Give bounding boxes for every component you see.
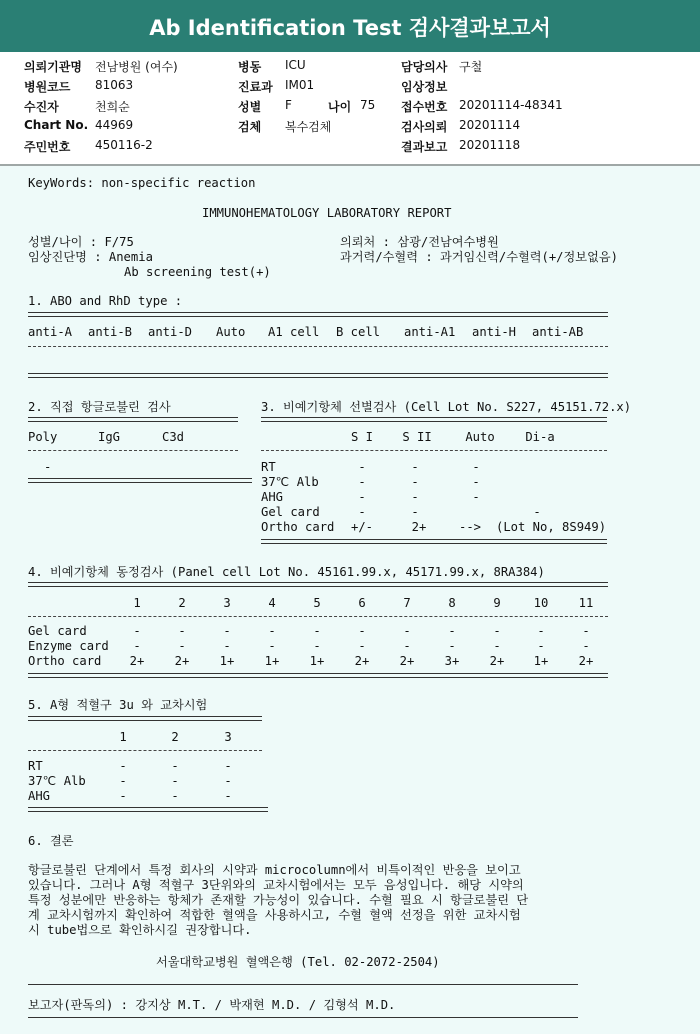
specimen-value: 복수검체 xyxy=(285,120,332,134)
receipt-value: 20201114-48341 xyxy=(459,98,563,112)
panel-value: - xyxy=(223,639,231,653)
panel-value: - xyxy=(313,639,321,653)
section2-dash xyxy=(28,450,238,451)
panel-value: - xyxy=(403,639,411,653)
section2-title: 2. 직접 항글로불린 검사 xyxy=(28,400,171,414)
panel-ortho-label: Ortho card xyxy=(28,654,102,668)
crossmatch-value: - xyxy=(119,789,127,803)
screen-alb-auto: - xyxy=(472,475,480,489)
collector-value: 천희순 xyxy=(95,100,130,114)
crossmatch-value: - xyxy=(171,774,179,788)
reporter-line: 보고자(판독의) : 강지상 M.T. / 박재현 M.D. / 김형석 M.D. xyxy=(28,998,396,1012)
section1-title: 1. ABO and RhD type : xyxy=(28,294,183,308)
section5-rule xyxy=(28,716,262,721)
panel-cell-9: 9 xyxy=(493,596,501,610)
screen-alb-si: - xyxy=(358,475,366,489)
panel-value: - xyxy=(223,624,231,638)
panel-value: - xyxy=(403,624,411,638)
clinical-label: 임상정보 xyxy=(401,80,448,94)
panel-cell-7: 7 xyxy=(403,596,411,610)
abo-h-anti-a1: anti-A1 xyxy=(404,325,456,339)
panel-value: 1+ xyxy=(219,654,235,668)
screen-ortho-lot: (Lot No, 8S949) xyxy=(496,520,607,534)
panel-cell-4: 4 xyxy=(268,596,276,610)
section5-end-rule xyxy=(28,807,268,812)
panel-cell-5: 5 xyxy=(313,596,321,610)
dept-value: IM01 xyxy=(285,78,315,92)
referrer-line: 의뢰처 : 삼광/전남여수병원 xyxy=(340,235,499,249)
panel-cell-2: 2 xyxy=(178,596,186,610)
section4-rule xyxy=(28,582,608,587)
abo-h-anti-a: anti-A xyxy=(28,325,73,339)
sex-age-line: 성별/나이 : F/75 xyxy=(28,235,134,249)
screen-h-si: S I xyxy=(350,430,373,444)
conclusion-line-3: 특정 성분에만 반응하는 항체가 존재할 가능성이 있습니다. 수혈 필요 시 항글로불린 단 xyxy=(28,893,529,907)
age-value: 75 xyxy=(360,98,376,112)
keywords: KeyWords: non-specific reaction xyxy=(28,176,256,190)
code-value: 81063 xyxy=(95,78,134,92)
panel-value: - xyxy=(537,639,545,653)
section1-end-rule xyxy=(28,373,608,378)
abo-h-anti-h: anti-H xyxy=(472,325,517,339)
screen-rt-si: - xyxy=(358,460,366,474)
receipt-label: 접수번호 xyxy=(401,100,448,114)
age-label: 나이 xyxy=(328,100,352,114)
id-value: 450116-2 xyxy=(95,138,153,152)
conclusion-line-4: 계 교차시험까지 확인하여 적합한 혈액을 사용하시고, 수혈 혈액 선정을 위한 교차시험 xyxy=(28,908,521,922)
screen-ortho-sii: 2+ xyxy=(411,520,427,534)
screen-rt-auto: - xyxy=(472,460,480,474)
section3-title: 3. 비예기항체 선별검사 (Cell Lot No. S227, 45151.72.x) xyxy=(261,400,632,414)
dat-h-poly: Poly xyxy=(28,430,58,444)
history-line: 과거력/수혈력 : 과거임신력/수혈력(+/정보없음) xyxy=(340,250,618,264)
dat-h-igg: IgG xyxy=(98,430,121,444)
chart-value: 44969 xyxy=(95,118,134,132)
panel-value: 3+ xyxy=(444,654,460,668)
panel-value: - xyxy=(493,624,501,638)
dat-h-c3d: C3d xyxy=(162,430,185,444)
screen-ahg-si: - xyxy=(358,490,366,504)
section6-title: 6. 결론 xyxy=(28,834,74,848)
screen-ortho-auto: --> xyxy=(458,520,481,534)
panel-value: 1+ xyxy=(264,654,280,668)
crossmatch-value: - xyxy=(224,789,232,803)
request-value: 20201114 xyxy=(459,118,521,132)
panel-gel-label: Gel card xyxy=(28,624,87,638)
section5-dash xyxy=(28,750,262,751)
abo-h-anti-ab: anti-AB xyxy=(532,325,584,339)
conclusion-line-2: 있습니다. 그러나 A형 적혈구 3단위와의 교차시험에서는 모두 음성입니다. 해당 시약의 xyxy=(28,878,524,892)
report-date-label: 결과보고 xyxy=(401,140,448,154)
xm-cell-3: 3 xyxy=(224,730,232,744)
panel-value: 2+ xyxy=(489,654,505,668)
screen-alb-label: 37℃ Alb xyxy=(261,475,319,489)
ward-label: 병동 xyxy=(238,60,262,74)
sex-label: 성별 xyxy=(238,100,262,114)
panel-value: - xyxy=(133,624,141,638)
screen-gel-si: - xyxy=(358,505,366,519)
report-title: Ab Identification Test 검사결과보고서 xyxy=(0,0,700,52)
section5-title: 5. A형 적혈구 3u 와 교차시험 xyxy=(28,698,208,712)
crossmatch-value: - xyxy=(119,774,127,788)
screening-line: Ab screening test(+) xyxy=(124,265,271,279)
panel-value: - xyxy=(133,639,141,653)
panel-value: - xyxy=(268,624,276,638)
reporter-bottom-rule xyxy=(28,1017,578,1018)
section3-end-rule xyxy=(261,539,607,544)
screen-h-dia: Di-a xyxy=(525,430,555,444)
panel-value: 2+ xyxy=(174,654,190,668)
hospital-label: 의뢰기관명 xyxy=(24,60,82,74)
panel-cell-6: 6 xyxy=(358,596,366,610)
section4-dash xyxy=(28,616,608,617)
screen-rt-sii: - xyxy=(411,460,419,474)
panel-value: 1+ xyxy=(533,654,549,668)
panel-value: - xyxy=(582,624,590,638)
hospital-value: 전남병원 (여수) xyxy=(95,60,178,74)
panel-cell-3: 3 xyxy=(223,596,231,610)
sex-value: F xyxy=(285,98,292,112)
screen-alb-sii: - xyxy=(411,475,419,489)
xm-ahg-label: AHG xyxy=(28,789,51,803)
chart-label: Chart No. xyxy=(24,118,89,132)
reporter-top-rule xyxy=(28,984,578,985)
panel-value: 2+ xyxy=(129,654,145,668)
screen-ahg-label: AHG xyxy=(261,490,284,504)
crossmatch-value: - xyxy=(224,759,232,773)
panel-cell-8: 8 xyxy=(448,596,456,610)
panel-cell-11: 11 xyxy=(578,596,594,610)
dat-poly-value: - xyxy=(44,460,52,474)
abo-h-bcell: B cell xyxy=(336,325,381,339)
crossmatch-value: - xyxy=(119,759,127,773)
panel-value: 2+ xyxy=(578,654,594,668)
screen-gel-dia: - xyxy=(533,505,541,519)
abo-h-a1cell: A1 cell xyxy=(268,325,320,339)
screen-gel-sii: - xyxy=(411,505,419,519)
id-label: 주민번호 xyxy=(24,140,71,154)
screen-ortho-label: Ortho card xyxy=(261,520,335,534)
panel-value: - xyxy=(178,639,186,653)
panel-cell-1: 1 xyxy=(133,596,141,610)
abo-h-anti-b: anti-B xyxy=(88,325,133,339)
panel-value: - xyxy=(493,639,501,653)
screen-gel-label: Gel card xyxy=(261,505,320,519)
panel-value: - xyxy=(448,639,456,653)
section3-rule xyxy=(261,417,607,422)
xm-cell-2: 2 xyxy=(171,730,179,744)
report-date-value: 20201118 xyxy=(459,138,521,152)
ward-value: ICU xyxy=(285,58,306,72)
panel-value: 2+ xyxy=(354,654,370,668)
panel-value: - xyxy=(537,624,545,638)
crossmatch-value: - xyxy=(224,774,232,788)
lab-title: IMMUNOHEMATOLOGY LABORATORY REPORT xyxy=(202,206,452,220)
xm-alb-label: 37℃ Alb xyxy=(28,774,86,788)
crossmatch-value: - xyxy=(171,789,179,803)
abo-h-anti-d: anti-D xyxy=(148,325,193,339)
section3-dash xyxy=(261,450,607,451)
screen-rt-label: RT xyxy=(261,460,276,474)
section2-rule xyxy=(28,417,238,422)
panel-value: - xyxy=(178,624,186,638)
specimen-label: 검체 xyxy=(238,120,262,134)
lab-report-body xyxy=(0,166,700,1034)
patient-header xyxy=(0,52,700,164)
conclusion-line-1: 항글로불린 단계에서 특정 회사의 시약과 microcolumn에서 비특이적인 반응을 보이고 xyxy=(28,863,521,877)
request-label: 검사의뢰 xyxy=(401,120,448,134)
diagnosis-line: 임상진단명 : Anemia xyxy=(28,250,153,264)
panel-value: 2+ xyxy=(399,654,415,668)
panel-value: - xyxy=(448,624,456,638)
section4-title: 4. 비예기항체 동정검사 (Panel cell Lot No. 45161.99.x, 45171.99.x, 8RA384) xyxy=(28,565,545,579)
code-label: 병원코드 xyxy=(24,80,71,94)
panel-value: - xyxy=(358,639,366,653)
panel-value: 1+ xyxy=(309,654,325,668)
xm-cell-1: 1 xyxy=(119,730,127,744)
doctor-label: 담당의사 xyxy=(401,60,448,74)
section4-end-rule xyxy=(28,673,608,678)
screen-h-auto: Auto xyxy=(465,430,495,444)
panel-value: - xyxy=(268,639,276,653)
crossmatch-value: - xyxy=(171,759,179,773)
screen-ahg-auto: - xyxy=(472,490,480,504)
panel-cell-10: 10 xyxy=(533,596,549,610)
doctor-value: 구철 xyxy=(459,60,483,74)
panel-value: - xyxy=(313,624,321,638)
conclusion-line-5: 시 tube법으로 확인하시길 권장합니다. xyxy=(28,923,252,937)
xm-rt-label: RT xyxy=(28,759,43,773)
screen-ahg-sii: - xyxy=(411,490,419,504)
section1-dash xyxy=(28,346,608,347)
screen-h-sii: S II xyxy=(402,430,432,444)
dept-label: 진료과 xyxy=(238,80,273,94)
section2-end-rule xyxy=(28,478,252,483)
panel-enzyme-label: Enzyme card xyxy=(28,639,109,653)
blood-bank-line: 서울대학교병원 혈액은행 (Tel. 02-2072-2504) xyxy=(156,955,440,969)
screen-ortho-si: +/- xyxy=(350,520,373,534)
collector-label: 수진자 xyxy=(24,100,59,114)
panel-value: - xyxy=(582,639,590,653)
section1-rule xyxy=(28,312,608,317)
panel-value: - xyxy=(358,624,366,638)
abo-h-auto: Auto xyxy=(216,325,246,339)
